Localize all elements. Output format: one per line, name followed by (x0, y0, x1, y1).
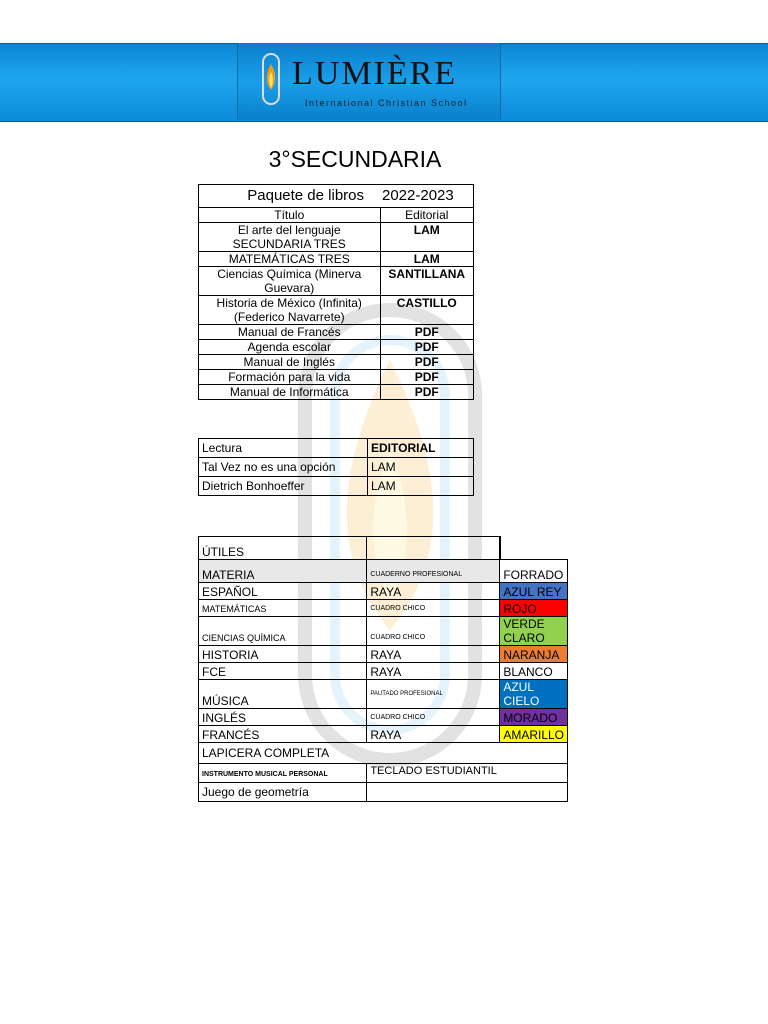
table-row (199, 267, 474, 296)
utiles-materia: ESPAÑOL (199, 583, 367, 600)
utiles-materia: MATEMÁTICAS (199, 600, 367, 617)
col-lectura: Lectura (199, 439, 368, 458)
utiles-cuaderno: CUADRO CHICO (367, 709, 500, 726)
col-materia: MATERIA (199, 560, 367, 583)
lectura-editorial: LAM (368, 477, 474, 496)
utiles-heading-spacer (367, 537, 500, 560)
book-title: El arte del lenguaje SECUNDARIA TRES (199, 223, 381, 252)
utiles-cuaderno: RAYA (367, 583, 500, 600)
forrado-color: AZUL CIELO (500, 680, 568, 709)
utiles-cuaderno: CUADRO CHICO (367, 600, 500, 617)
book-editorial: LAM (380, 223, 474, 252)
forrado-color: NARANJA (500, 646, 568, 663)
book-title: Agenda escolar (199, 340, 381, 355)
utiles-materia: MÚSICA (199, 680, 367, 709)
lectura-title: Tal Vez no es una opción (199, 458, 368, 477)
lectura-header-row (199, 439, 474, 458)
books-column-row (199, 208, 474, 223)
utiles-materia: FRANCÉS (199, 726, 367, 743)
book-editorial: PDF (380, 340, 474, 355)
table-row (199, 296, 474, 325)
logo-wordmark: LUMIÈRE (292, 55, 458, 92)
table-row (199, 743, 568, 764)
books-header-label: Paquete de libros (199, 185, 381, 208)
book-editorial: SANTILLANA (380, 267, 474, 296)
utiles-cuaderno: RAYA (367, 646, 500, 663)
utiles-column-row (199, 560, 568, 583)
table-row (199, 600, 568, 617)
book-editorial: PDF (380, 370, 474, 385)
book-title: Historia de México (Infinita) (Federico Navarrete) (199, 296, 381, 325)
table-row (199, 477, 474, 496)
col-titulo: Título (199, 208, 381, 223)
forrado-color: ROJO (500, 600, 568, 617)
utiles-heading-row (199, 537, 568, 560)
col-forrado: FORRADO (500, 560, 568, 583)
utiles-materia: INGLÉS (199, 709, 367, 726)
utiles-materia: FCE (199, 663, 367, 680)
book-editorial: LAM (380, 252, 474, 267)
book-title: Ciencias Química (Minerva Guevara) (199, 267, 381, 296)
flame-logo-icon (260, 52, 282, 106)
books-table (198, 184, 474, 400)
table-row (199, 340, 474, 355)
table-row (199, 325, 474, 340)
forrado-color: AMARILLO (500, 726, 568, 743)
forrado-color: MORADO (500, 709, 568, 726)
book-editorial: PDF (380, 325, 474, 340)
table-row (199, 223, 474, 252)
book-title: Manual de Francés (199, 325, 381, 340)
book-editorial: PDF (380, 385, 474, 400)
lectura-title: Dietrich Bonhoeffer (199, 477, 368, 496)
book-editorial: CASTILLO (380, 296, 474, 325)
utiles-materia: HISTORIA (199, 646, 367, 663)
book-title: Manual de Inglés (199, 355, 381, 370)
table-row (199, 370, 474, 385)
table-row (199, 458, 474, 477)
instrumento-value: TECLADO ESTUDIANTIL (367, 764, 568, 783)
table-row (199, 663, 568, 680)
table-row (199, 726, 568, 743)
col-cuaderno: CUADERNO PROFESIONAL (367, 560, 500, 583)
table-row (199, 252, 474, 267)
utiles-cuaderno: CUADRO CHICO (367, 617, 500, 646)
table-row (199, 646, 568, 663)
utiles-table (198, 536, 568, 802)
utiles-heading-blank (500, 537, 568, 560)
utiles-materia: CIENCIAS QUÍMICA (199, 617, 367, 646)
forrado-color: VERDE CLARO (500, 617, 568, 646)
col-editorial: Editorial (380, 208, 474, 223)
utiles-cuaderno: RAYA (367, 726, 500, 743)
table-row (199, 764, 568, 783)
table-row (199, 355, 474, 370)
forrado-color: BLANCO (500, 663, 568, 680)
table-row (199, 385, 474, 400)
lapicera-item: LAPICERA COMPLETA (199, 743, 568, 764)
book-title: Manual de Informática (199, 385, 381, 400)
geometria-value (367, 783, 568, 802)
table-row (199, 583, 568, 600)
books-header-year: 2022-2023 (380, 185, 474, 208)
table-row (199, 617, 568, 646)
utiles-cuaderno: RAYA (367, 663, 500, 680)
geometria-item: Juego de geometría (199, 783, 367, 802)
book-title: Formación para la vida (199, 370, 381, 385)
books-header-row (199, 185, 474, 208)
utiles-cuaderno: PAUTADO PROFESIONAL (367, 680, 500, 709)
page-title: 3°SECUNDARIA (268, 146, 442, 172)
table-row (199, 783, 568, 802)
forrado-color: AZUL REY (500, 583, 568, 600)
table-row (199, 680, 568, 709)
book-title: MATEMÁTICAS TRES (199, 252, 381, 267)
lectura-table (198, 438, 474, 496)
logo-subtitle: International Christian School (305, 98, 468, 108)
instrumento-item: INSTRUMENTO MUSICAL PERSONAL (199, 764, 367, 783)
book-editorial: PDF (380, 355, 474, 370)
col-lectura-editorial: EDITORIAL (368, 439, 474, 458)
lectura-editorial: LAM (368, 458, 474, 477)
utiles-heading: ÚTILES (199, 537, 367, 560)
table-row (199, 709, 568, 726)
